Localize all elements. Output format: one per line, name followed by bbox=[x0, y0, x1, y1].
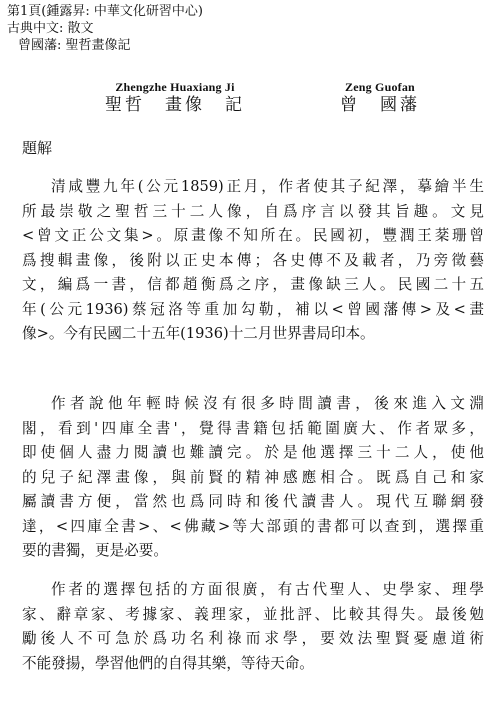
paragraph-line: 的兒子紀澤畫像，與前賢的精神感應相合。既爲自己和家 bbox=[22, 468, 484, 486]
title-romanized: Zhengzhe Huaxiang Ji bbox=[115, 80, 235, 94]
author-romanized: Zeng Guofan bbox=[345, 80, 415, 94]
paragraph-line: 不能發揚，學習他們的自得其樂，等待天命。 bbox=[22, 654, 314, 672]
paragraph-line: 即使個人盡力閱讀也難讀完。於是他選擇三十二人，使他 bbox=[22, 444, 484, 461]
paragraph-line: 作者的選擇包括的方面很廣，有古代聖人、史學家、理學 bbox=[51, 581, 484, 598]
header-line-page-source: 第1頁(鍾露昇: 中華文化研習中心) bbox=[7, 4, 203, 19]
paragraph-line: 文，編爲一書，信都趙衡爲之序，畫像缺三人。民國二十五 bbox=[22, 276, 484, 293]
paragraph-line: 要的書獨，更是必要。 bbox=[22, 542, 168, 559]
paragraph-line: 所最崇敬之聖哲三十二人像，自爲序言以發其旨趣。文見 bbox=[22, 202, 484, 220]
paragraph-2 bbox=[22, 392, 484, 564]
paragraph-line: 爲搜輯畫像，後附以正史本傳；各史傳不及載者，乃旁徵藝 bbox=[22, 251, 484, 269]
header-line-work: 曾國藩: 聖哲畫像記 bbox=[18, 38, 131, 53]
paragraph-line: 閣，看到'四庫全書'，覺得書籍包括範圍廣大、作者眾多， bbox=[22, 419, 484, 437]
section-heading: 題解 bbox=[22, 139, 53, 157]
author-chinese: 曾 國藩 bbox=[340, 95, 420, 115]
paragraph-1 bbox=[22, 175, 484, 347]
paragraph-line: <曾文正公文集>。原畫像不知所在。民國初，豐潤王棻珊曾 bbox=[22, 227, 484, 244]
paragraph-3 bbox=[22, 578, 484, 676]
paragraph-line: 勵後人不可急於爲功名利祿而求學，要效法聖賢憂慮道術 bbox=[22, 630, 484, 647]
paragraph-line: 達，<四庫全書>、<佛藏>等大部頭的書都可以查到，選擇重 bbox=[22, 517, 484, 535]
paragraph-line: 屬讀書方便，當然也爲同時和後代讀書人。現代互聯網發 bbox=[22, 493, 484, 510]
paragraph-line: 家、辭章家、考據家、義理家，並批評、比較其得失。最後勉 bbox=[22, 605, 484, 623]
paragraph-line: 作者說他年輕時候沒有很多時間讀書，後來進入文淵 bbox=[51, 395, 484, 412]
author-block bbox=[325, 80, 435, 116]
paragraph-line: 年(公元1936)蔡冠洛等重加勾勒，補以<曾國藩傳>及<畫 bbox=[22, 300, 484, 318]
header-line-course: 古典中文: 散文 bbox=[7, 21, 94, 36]
title-block bbox=[90, 80, 260, 116]
paragraph-line: 清咸豐九年(公元1859)正月，作者使其子紀澤，摹繪半生 bbox=[51, 178, 484, 195]
paragraph-line: 像>。今有民國二十五年(1936)十二月世界書局印本。 bbox=[22, 325, 375, 342]
title-chinese: 聖哲 畫像 記 bbox=[105, 95, 245, 115]
